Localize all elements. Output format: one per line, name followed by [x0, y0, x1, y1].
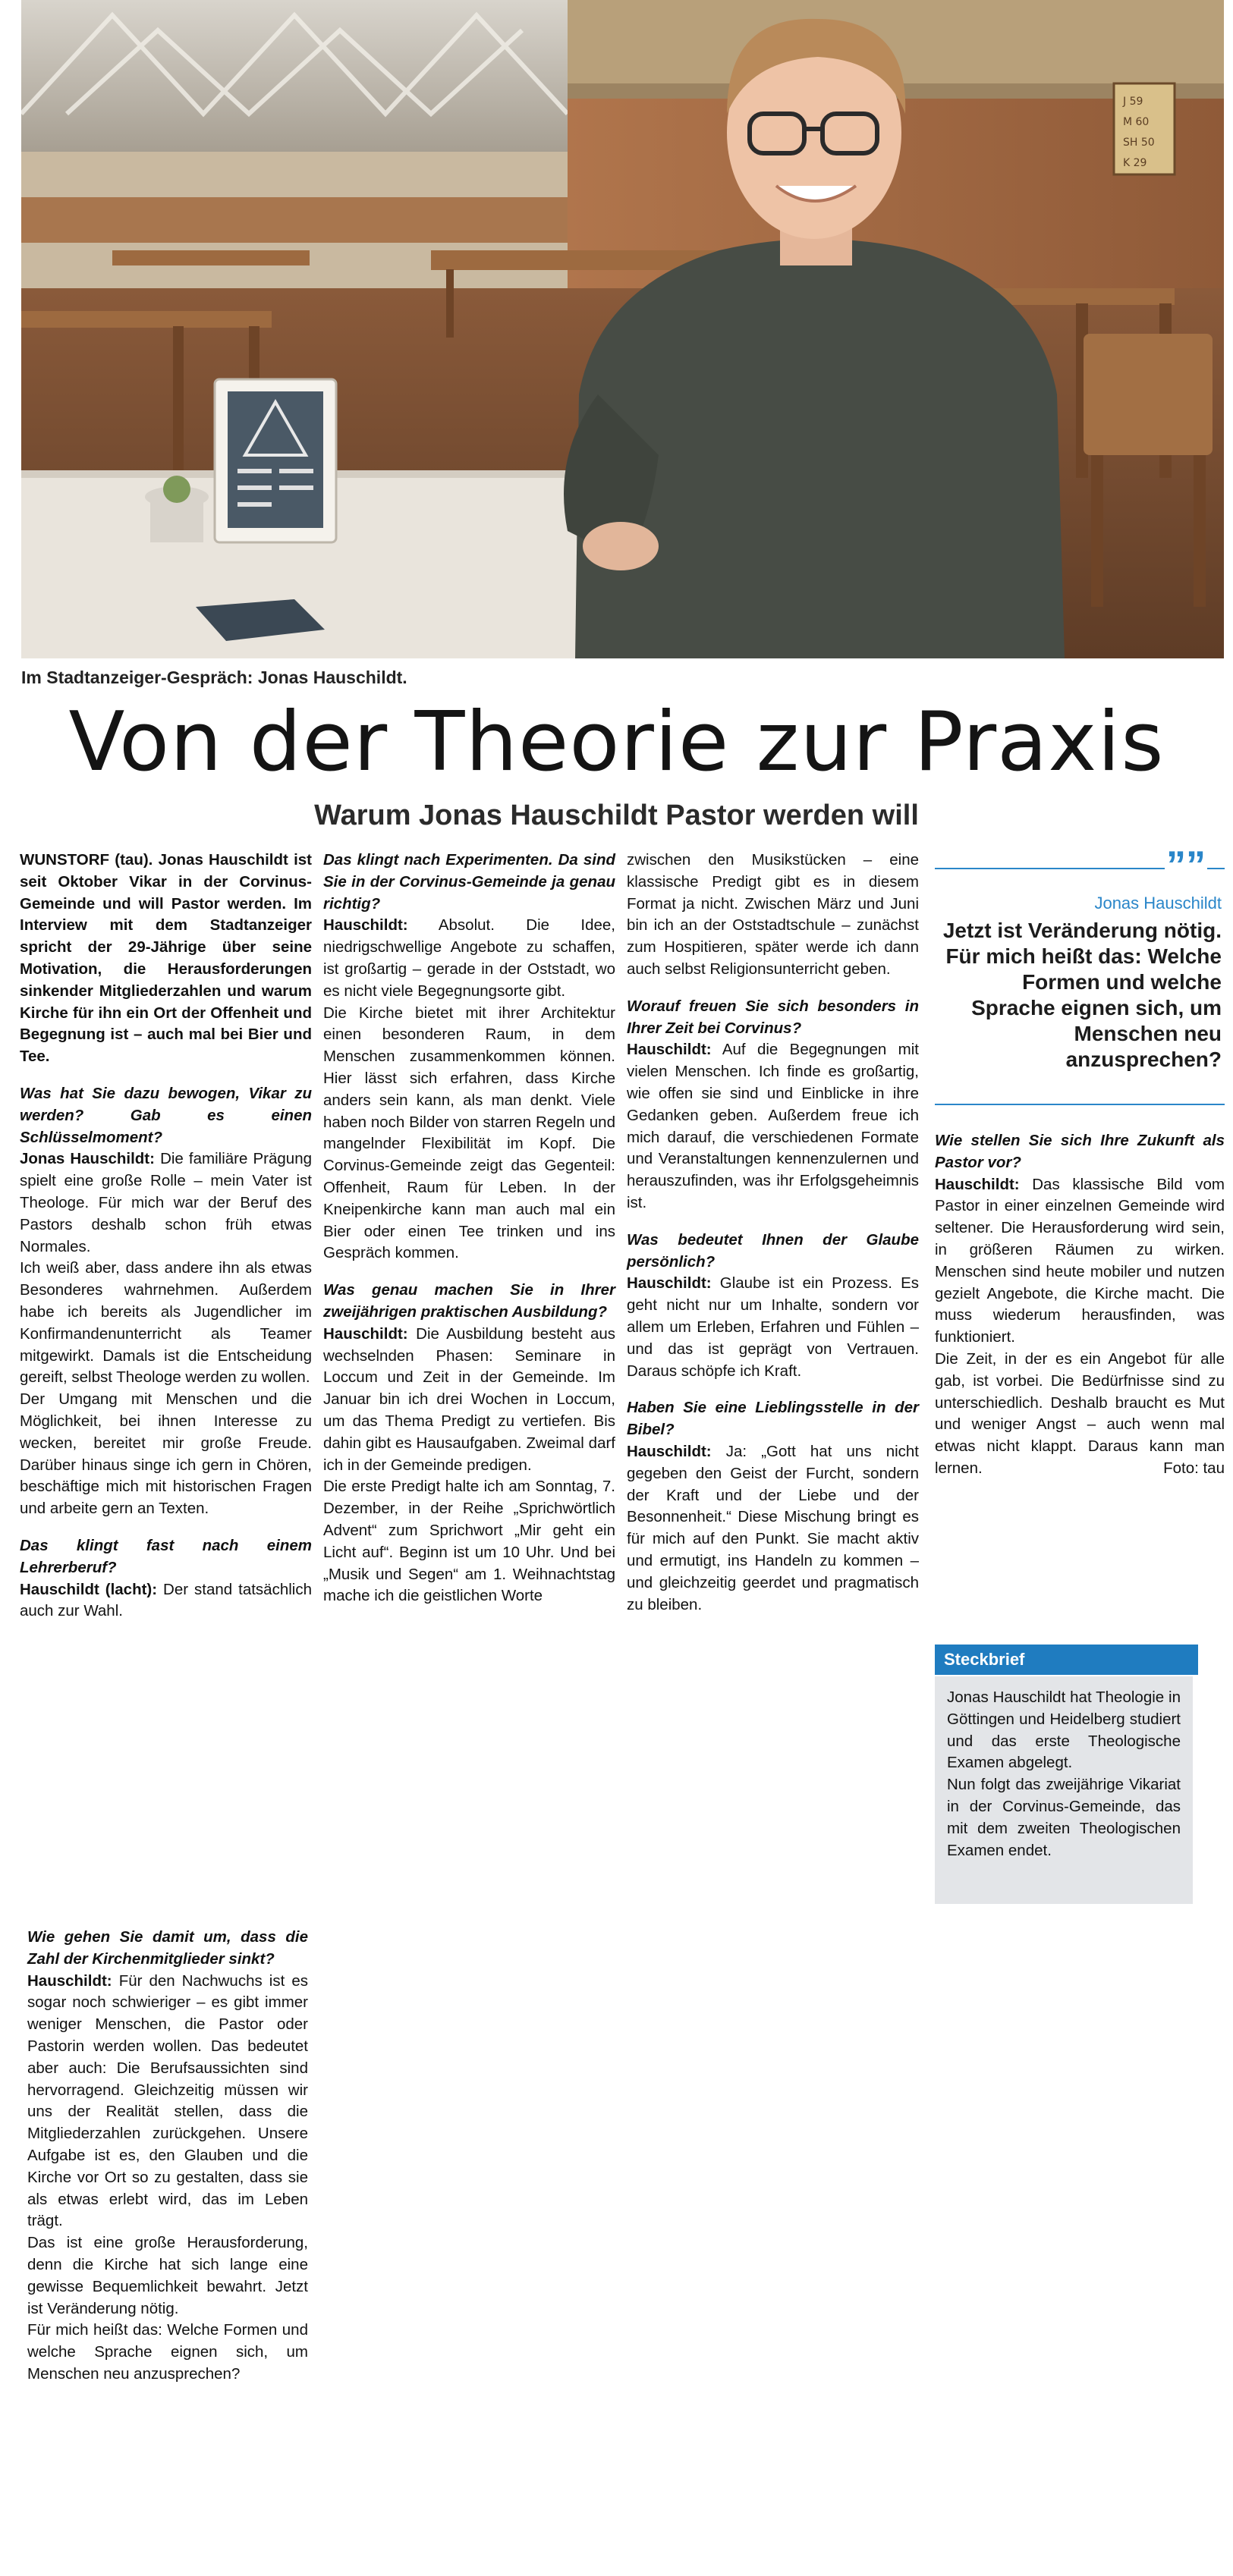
answer-paragraph — [935, 1174, 1225, 1349]
interview-question: Was genau machen Sie in Ihrer zweijährigen praktischen Ausbildung? — [323, 1281, 615, 1321]
answer-paragraph — [27, 1971, 308, 2233]
answer-paragraph: Für mich heißt das: Welche Formen und welche Sprache eignen sich, um Menschen neu anzusprechen? — [27, 2321, 308, 2383]
steckbrief-title: Steckbrief — [935, 1645, 1198, 1675]
wall-sign-line: K 29 — [1123, 157, 1147, 169]
interview-question: Was bedeutet Ihnen der Glaube persönlich? — [627, 1230, 919, 1271]
answer-text: Die familiäre Prägung spielt eine große Rolle – mein Vater ist Theologe. Für mich war der Beruf des Pastors deshalb schon früh etwas Normales. — [20, 1150, 313, 1255]
wall-sign-line: M 60 — [1123, 116, 1150, 128]
wall-sign-line: J 59 — [1123, 96, 1143, 108]
answer-paragraph: Die erste Predigt halte ich am Sonntag, 7. Dezember, in der Reihe „Sprichwörtlich Advent“ zum Sprichwort „Mir geht ein Licht auf“. Beginn ist um 10 Uhr. Und bei „Musik und Segen“ am 1. Weihnachtstag mache ich die geistlichen Worte — [323, 1478, 615, 1605]
answer-paragraph — [627, 1273, 919, 1382]
answer-paragraph — [627, 1441, 919, 1616]
answer-text: Absolut. Die Idee, niedrigschwellige Angebote zu schaffen, ist großartig – gerade in der Oststadt, wo es nicht viele Begegnungsorte gibt. — [323, 916, 615, 1000]
interview-question: Wie gehen Sie damit um, dass die Zahl der Kirchenmitglieder sinkt? — [27, 1928, 308, 1968]
answer-text: Die Ausbildung besteht aus wechselnden Phasen: Seminare in Loccum und Zeit in der Gemeinde. Im Januar bin ich drei Wochen in Loccum, um das Thema Predigt zu vertiefen. Bis dahin gibt es Hausaufgaben. Zweimal darf ich in der Gemeinde predigen. — [323, 1324, 616, 1474]
answer-paragraph: Das ist eine große Herausforderung, denn die Kirche hat sich lange eine gewisse Bequemlichkeit bewahrt. Jetzt ist Veränderung nötig. — [27, 2234, 308, 2317]
speaker-name: Hauschildt: — [323, 916, 408, 935]
answer-text: Der stand tatsächlich auch zur Wahl. — [20, 1580, 312, 1620]
answer-paragraph: zwischen den Musikstücken – eine klassische Predigt gibt es in diesem Format ja nicht. Zwischen März und Juni bin ich an der Oststadtschule – zunächst zum Hospitieren, später werde ich dann auch selbst Religionsunterricht geben. — [627, 851, 919, 978]
speaker-name: Hauschildt: — [935, 1175, 1020, 1193]
pullquote-author: Jonas Hauschildt — [1094, 894, 1222, 913]
speaker-name: Hauschildt: — [27, 1971, 112, 1990]
answer-paragraph: Die Kirche bietet mit ihrer Architektur einen besonderen Raum, in dem Menschen zusammenkommen können. Hier lässt sich erfahren, dass Kirche anders sein kann, als man denkt. Viele haben noch Bilder von starren Regeln und mangelnder Flexibilität im Kopf. Die Corvinus-Gemeinde zeigt das Gegenteil: Offenheit, Raum für Leben. In der Kneipenkirche kann man auch mal ein Bier oder einen Tee trinken und ins Gespräch kommen. — [323, 1004, 615, 1262]
steckbrief-paragraph: Nun folgt das zweijährige Vikariat in der Corvinus-Gemeinde, das mit dem zweiten Theologischen Examen endet. — [947, 1776, 1181, 1859]
answer-text: Für den Nachwuchs ist es sogar noch schwieriger – es gibt immer weniger Menschen, die Pastor oder Pastorin werden wollen. Das bedeutet aber auch: Die Berufsaussichten sind hervorragend. Gleichzeitig müssen wir uns der Realität stellen, dass die Mitgliederzahlen zurückgehen. Unsere Aufgabe ist es, den Glauben und die Kirche vor Ort so zu gestalten, dass sie als etwas erlebt wird, das im Leben trägt. — [27, 1971, 308, 2230]
headline: Von der Theorie zur Praxis — [68, 695, 1165, 790]
photo-credit: Foto: tau — [1163, 1459, 1225, 1477]
speaker-name: Jonas Hauschildt: — [20, 1150, 155, 1168]
interview-question: Was hat Sie dazu bewogen, Vikar zu werden? Gab es einen Schlüsselmoment? — [20, 1084, 312, 1146]
answer-text: Glaube ist ein Prozess. Es geht nicht nur um Inhalte, sondern vor allem um Erleben, Erfahren und Fühlen – und das ist geprägt von Vertrauen. Daraus schöpfe ich Kraft. — [627, 1274, 919, 1380]
steckbrief-box — [935, 1676, 1193, 1904]
column-4 — [935, 1130, 1225, 1480]
column-1-continued — [27, 1927, 308, 2386]
speaker-name: Hauschildt (lacht): — [20, 1580, 158, 1598]
lead-paragraph: WUNSTORF (tau). Jonas Hauschildt ist seit Oktober Vikar in der Corvinus-Gemeinde und will Pastor werden. Im Interview mit dem Stadtanzeiger spricht der 29-Jährige über seine Motivation, die Herausforderungen sinkender Mitgliederzahlen und warum Kirche für ihn ein Ort der Offenheit und Begegnung ist – auch mal bei Bier und Tee. — [20, 851, 312, 1066]
answer-paragraph — [20, 1148, 312, 1258]
column-2 — [323, 850, 615, 1607]
pullquote-text: Jetzt ist Veränderung nötig. Für mich heißt das: Welche Formen und welche Sprache eignen sich, um Menschen neu anzusprechen? — [942, 919, 1222, 1071]
answer-paragraph — [20, 1579, 312, 1623]
answer-text: Ja: „Gott hat uns nicht gegeben den Geist der Furcht, sondern der Kraft und der Liebe und der Besonnenheit.“ Diese Mischung bringt es für mich auf den Punkt. Sie macht aktiv und ermutigt, ins Handeln zu kommen – und gleichzeitig geerdet und pragmatisch zu bleiben. — [627, 1442, 919, 1613]
answer-text: Die Zeit, in der es ein Angebot für alle gab, ist vorbei. Die Bedürfnisse sind zu unterschiedlich. Deshalb braucht es Mut und weniger Angst – auch wenn mal etwas nicht klappt. Daraus kann man lernen. — [935, 1349, 1225, 1477]
speaker-name: Hauschildt: — [627, 1041, 712, 1059]
answer-paragraph: Ich weiß aber, dass andere ihn als etwas Besonderes wahrnehmen. Außerdem habe ich bereits als Jugendlicher im Konfirmandenunterricht als Teamer mitgewirkt. Damals ist die Entscheidung gereift, selbst Theologe werden zu wollen. — [20, 1259, 312, 1387]
speaker-name: Hauschildt: — [627, 1442, 712, 1460]
answer-paragraph: Der Umgang mit Menschen und die Möglichkeit, bei ihnen Interesse zu wecken, bereitet mir große Freude. Darüber hinaus singe ich gern in Chören, beschäftige mich mit historischen Fragen und arbeite gern an Texten. — [20, 1390, 312, 1518]
column-3 — [627, 850, 919, 1616]
speaker-name: Hauschildt: — [323, 1324, 408, 1343]
interview-question: Das klingt fast nach einem Lehrerberuf? — [20, 1536, 312, 1576]
column-1 — [20, 850, 312, 1623]
answer-paragraph — [935, 1349, 1225, 1480]
speaker-name: Hauschildt: — [627, 1274, 712, 1293]
article-photo — [21, 0, 1224, 658]
interview-question: Haben Sie eine Lieblingsstelle in der Bibel? — [627, 1399, 919, 1439]
interview-question: Worauf freuen Sie sich besonders in Ihrer Zeit bei Corvinus? — [627, 997, 919, 1037]
answer-text: Auf die Begegnungen mit vielen Menschen. Ich finde es großartig, wie offen sie sind und Einblicke in ihre Gedanken geben. Außerdem freue ich mich darauf, die verschiedenen Formate und Veranstaltungen kennenzulernen und herauszufinden, was ihr Erfolgsgeheimnis ist. — [627, 1041, 919, 1211]
answer-text: Das klassische Bild vom Pastor in einer einzelnen Gemeinde wird seltener. Die Herausforderung wird sein, in größeren Räumen zu wirken. Menschen sind heute mobiler und nutzen gezielt Angebote, die Kirche macht. Die muss wiederum herausfinden, was funktioniert. — [935, 1175, 1225, 1346]
photo-caption: Im Stadtanzeiger-Gespräch: Jonas Hauschildt. — [21, 668, 407, 687]
answer-paragraph — [323, 1324, 615, 1477]
quote-mark-icon: ”” — [1166, 843, 1206, 887]
steckbrief-paragraph: Jonas Hauschildt hat Theologie in Göttingen und Heidelberg studiert und das erste Theologische Examen abgelegt. — [947, 1689, 1181, 1772]
wall-sign-line: SH 50 — [1123, 137, 1155, 149]
answer-paragraph — [627, 1039, 919, 1214]
interview-question: Das klingt nach Experimenten. Da sind Sie in der Corvinus-Gemeinde ja genau richtig? — [323, 851, 615, 913]
subheadline: Warum Jonas Hauschildt Pastor werden will — [314, 800, 919, 831]
photo-illustration — [21, 0, 1224, 658]
answer-paragraph — [323, 915, 615, 1002]
pullquote-rule-bottom — [935, 1104, 1225, 1105]
interview-question: Wie stellen Sie sich Ihre Zukunft als Pastor vor? — [935, 1132, 1225, 1171]
